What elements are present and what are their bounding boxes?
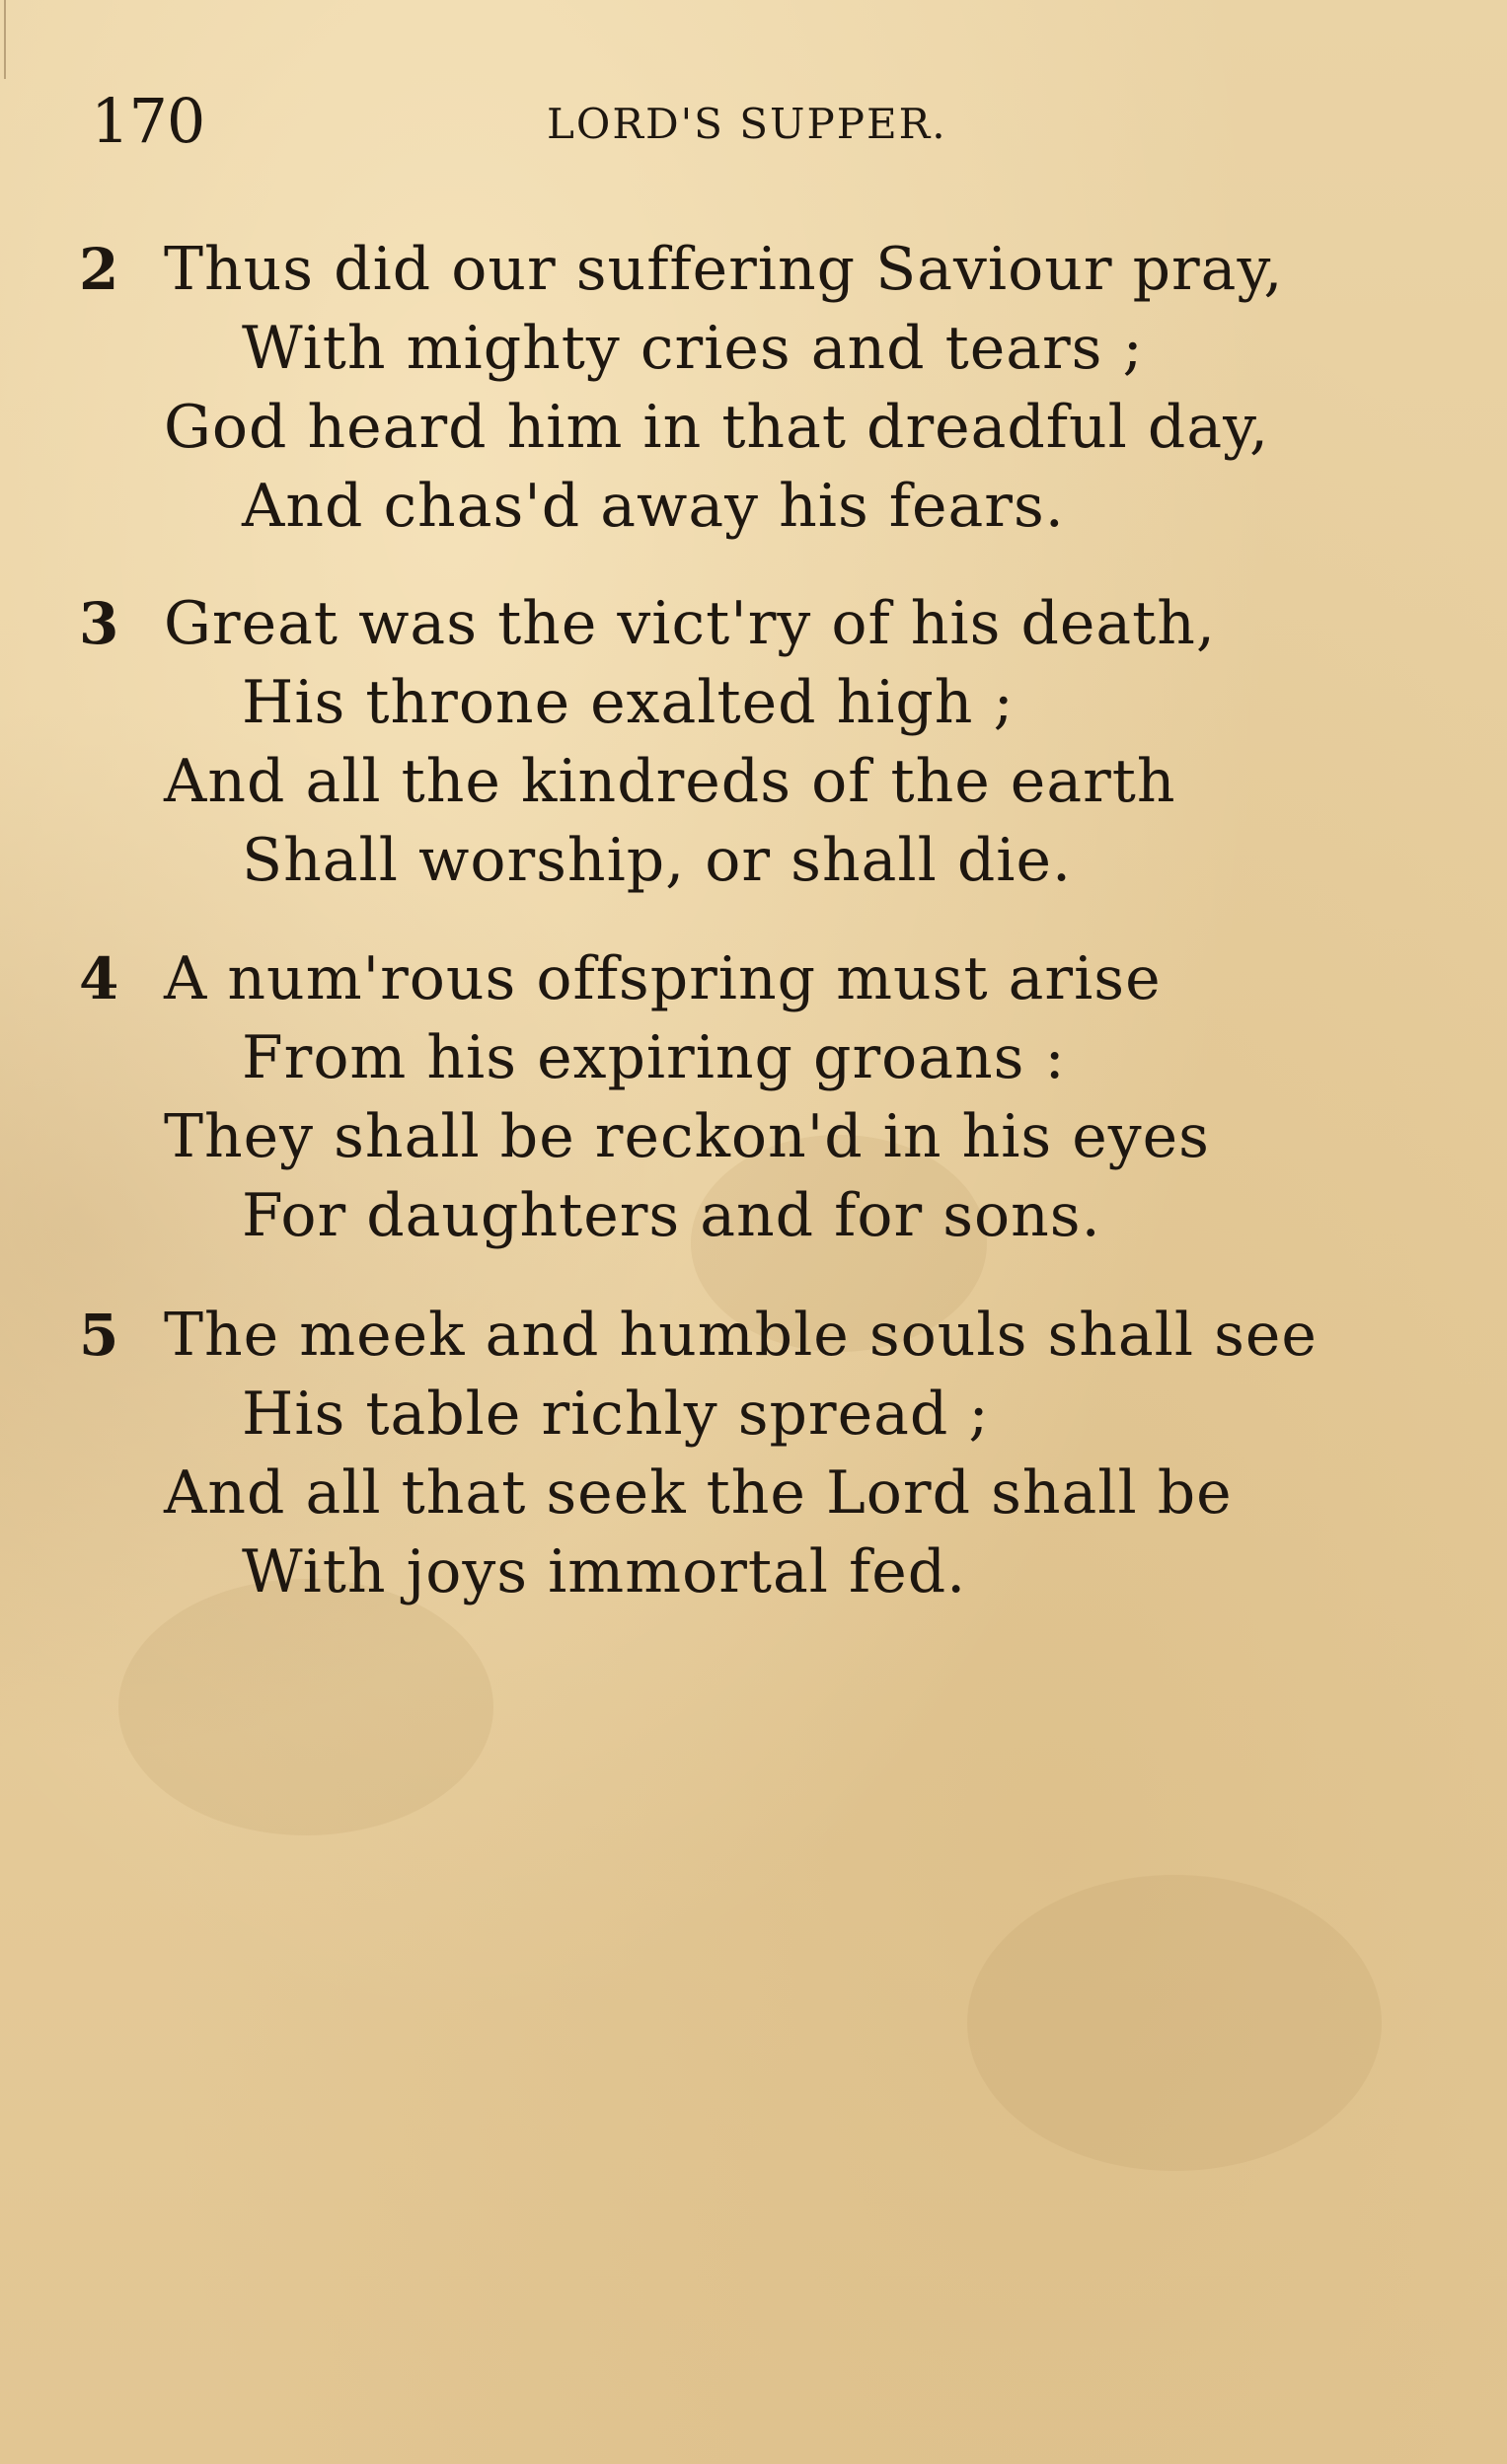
verse-line: From his expiring groans : — [242, 1023, 1066, 1092]
verse-line: Shall worship, or shall die. — [242, 826, 1073, 895]
verse-line: And all the kindreds of the earth — [164, 747, 1176, 816]
verse-line: They shall be reckon'd in his eyes — [164, 1102, 1210, 1171]
verse-number: 5 — [79, 1302, 119, 1369]
verse-line: And chas'd away his fears. — [242, 472, 1065, 541]
verse-line: The meek and humble souls shall see — [164, 1301, 1318, 1370]
verse-line: Thus did our suffering Saviour pray, — [164, 235, 1284, 304]
verse-line: God heard him in that dreadful day, — [164, 393, 1270, 462]
page-edge-mark — [4, 0, 6, 79]
verse-line: And all that seek the Lord shall be — [164, 1458, 1233, 1528]
verse-line: With joys immortal fed. — [242, 1537, 967, 1606]
verse-number: 2 — [79, 236, 119, 303]
verse-number: 3 — [79, 590, 119, 657]
page-number: 170 — [91, 85, 205, 157]
page-header — [91, 87, 1413, 166]
verse-line: His table richly spread ; — [242, 1380, 990, 1449]
verse-number: 4 — [79, 945, 119, 1012]
verse-line: His throne exalted high ; — [242, 668, 1015, 737]
verse-line: Great was the vict'ry of his death, — [164, 589, 1216, 658]
running-head: LORD'S SUPPER. — [547, 100, 947, 148]
verse-line: For daughters and for sons. — [242, 1181, 1101, 1250]
verse-line: A num'rous offspring must arise — [164, 944, 1162, 1013]
paper-stain — [118, 1579, 493, 1835]
verse-line: With mighty cries and tears ; — [242, 314, 1144, 383]
paper-stain — [967, 1875, 1382, 2171]
